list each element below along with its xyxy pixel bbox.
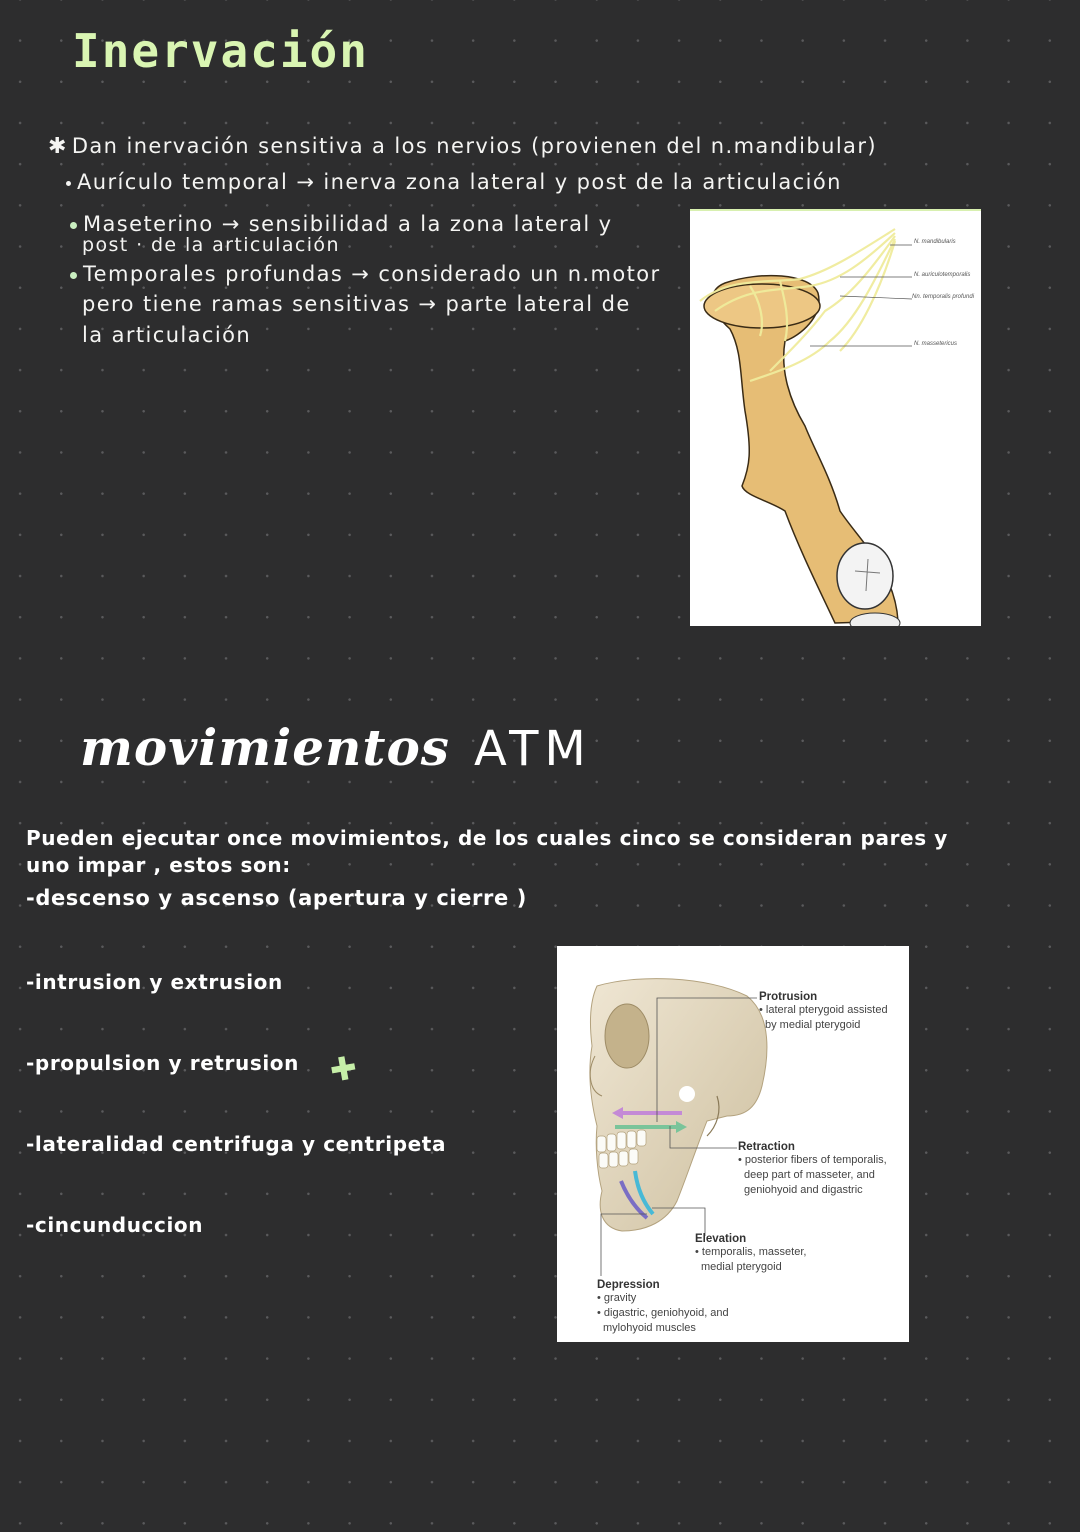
protrusion-label: Protrusion • lateral pterygoid assisted by medial pterygoid	[759, 991, 888, 1031]
bullet-icon	[70, 272, 77, 279]
mandible-movements-figure	[557, 946, 909, 1342]
list-item-temporales	[70, 262, 661, 286]
movements-intro-line2: uno impar , estos son:	[26, 853, 291, 877]
elevation-label: Elevation • temporalis, masseter, medial pterygoid	[695, 1233, 807, 1273]
label-n-mandibularis: N. mandibularis	[914, 239, 956, 245]
intro-text: Dan inervación sensitiva a los nervios (provienen del n.mandibular)	[71, 134, 877, 158]
list-item-text: Maseterino → sensibilidad a la zona lateral y	[83, 212, 613, 236]
list-item-text: Temporales profundas → considerado un n.motor	[83, 262, 661, 286]
list-item-maseterino-cont: post · de la articulación	[82, 234, 340, 256]
label-nn-temporalis-profundi: Nn. temporalis profundi	[912, 294, 975, 300]
title-text: movimientos	[80, 718, 450, 777]
movement-item: -lateralidad centrifuga y centripeta	[26, 1132, 447, 1156]
title-atm: ATM	[473, 721, 592, 777]
list-item-temporales-cont2: la articulación	[82, 323, 252, 347]
tmj-innervation-figure	[690, 209, 981, 626]
bullet-icon	[70, 222, 77, 229]
label-n-massetericus: N. massetericus	[914, 341, 958, 347]
section-title-movimientos	[80, 718, 592, 777]
section-title-inervacion: Inervación	[72, 24, 369, 78]
retraction-label: Retraction • posterior fibers of temporalis, deep part of masseter, and geniohyoid and digastric	[738, 1141, 887, 1196]
list-item-text: Aurículo temporal → inerva zona lateral y post de la articulación	[77, 170, 842, 194]
plus-mark-icon: ✚	[326, 1047, 360, 1091]
movement-item	[26, 1051, 299, 1075]
bullet-icon	[66, 181, 71, 186]
list-item-maseterino	[70, 212, 613, 236]
intro-line	[48, 134, 877, 159]
movement-text: -propulsion y retrusion	[26, 1051, 299, 1075]
depression-label: Depression • gravity • digastric, geniohyoid, and mylohyoid muscles	[597, 1279, 729, 1334]
movement-item: -intrusion y extrusion	[26, 970, 283, 994]
list-item-temporales-cont: pero tiene ramas sensitivas → parte lateral de	[82, 292, 631, 316]
list-item-auriculotemporal	[66, 170, 842, 194]
movements-intro-line1: Pueden ejecutar once movimientos, de los cuales cinco se consideran pares y	[26, 826, 948, 850]
movement-item: -descenso y ascenso (apertura y cierre )	[26, 886, 527, 910]
movement-item: -cincunduccion	[26, 1213, 204, 1237]
label-n-auriculotemporalis: N. auriculotemporalis	[914, 272, 971, 278]
asterisk-icon: ✱	[48, 134, 68, 159]
